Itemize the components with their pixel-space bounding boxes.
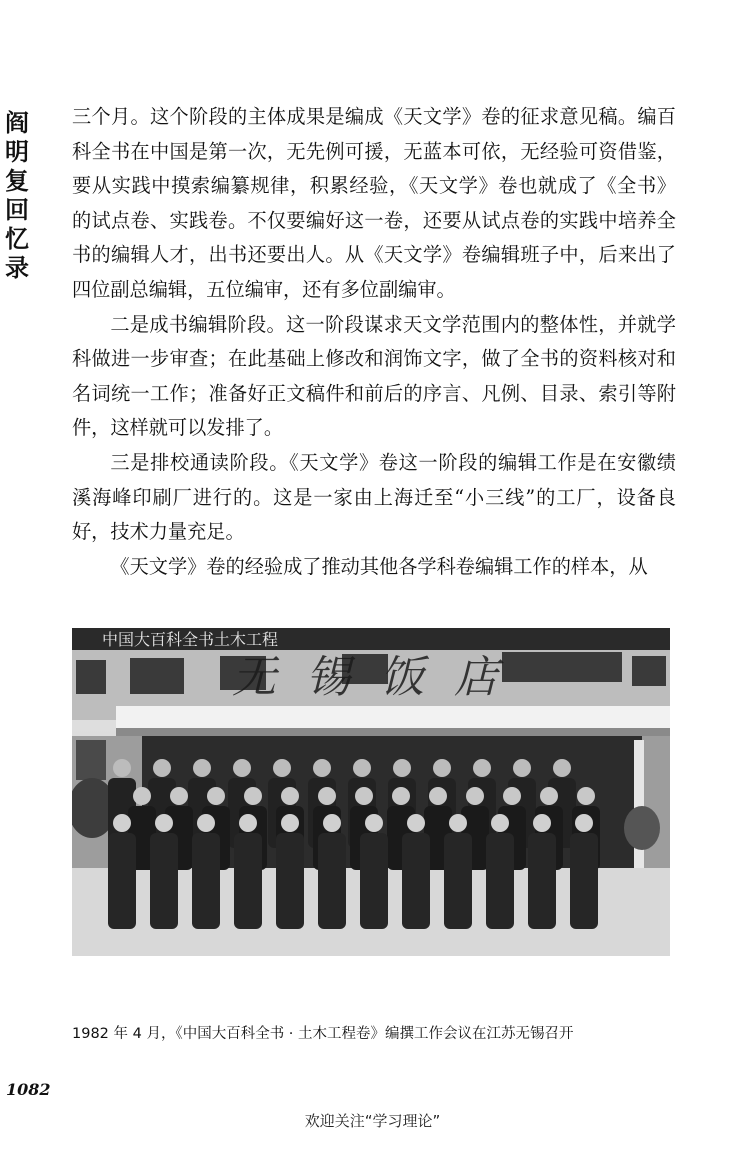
person-head [233,759,251,777]
person-body [318,833,346,929]
person-body [108,833,136,929]
person-head [239,814,257,832]
person-head [365,814,383,832]
paragraph: 《天文学》卷的经验成了推动其他各学科卷编辑工作的样本，从 [110,554,648,578]
person-head [392,787,410,805]
person-body [234,833,262,929]
person-head [353,759,371,777]
person-head [133,787,151,805]
person-body [360,833,388,929]
person-head [540,787,558,805]
footer-note: 欢迎关注“学习理论” [304,1112,441,1130]
person-head [155,814,173,832]
person-head [113,759,131,777]
photo-caption: 1982 年 4 月，《中国大百科全书 · 土木工程卷》编撰工作会议在江苏无锡召开 [72,1026,574,1042]
person-head [197,814,215,832]
person-head [473,759,491,777]
paragraph: 三个月。这个阶段的主体成果是编成《天文学》卷的征求意见稿。编百科全书在中国是第一次，无先例可援，无蓝本可依，无经验可资借鉴，要从实践中摸索编纂规律，积累经验，《天文学》卷也就成了《全书》的试点卷、实践卷。不仅要编好这一卷，还要从试点卷的实践中培养全书的编辑人才，出书还要出人。从《天文学》卷编辑班子中，后来出了四位副总编辑，五位编审，还有多位副编审。 [72,105,676,301]
person-head [281,787,299,805]
person-head [553,759,571,777]
person-head [153,759,171,777]
group-photo-illustration [72,628,670,956]
page-number: 1082 [6,1080,51,1099]
person-body [444,833,472,929]
person-head [281,814,299,832]
person-head [313,759,331,777]
paragraph: 二是成书编辑阶段。这一阶段谋求天文学范围内的整体性，并就学科做进一步审查；在此基础上修改和润饰文字，做了全书的资料核对和名词统一工作；准备好正文稿件和前后的序言、凡例、目录、索引等附件，这样就可以发排了。 [72,312,676,440]
person-head [466,787,484,805]
paragraph: 三是排校通读阶段。《天文学》卷这一阶段的编辑工作是在安徽绩溪海峰印刷厂进行的。这是一家由上海迁至“小三线”的工厂，设备良好，技术力量充足。 [72,450,676,544]
person-head [318,787,336,805]
person-head [113,814,131,832]
person-head [575,814,593,832]
person-head [433,759,451,777]
photo-building-sign: 无锡饭店 [232,652,528,703]
person-head [533,814,551,832]
person-head [393,759,411,777]
body-text [72,100,676,584]
person-head [429,787,447,805]
person-head [491,814,509,832]
book-side-title: 阎明复回忆录 [5,108,29,282]
person-head [513,759,531,777]
person-body [570,833,598,929]
person-head [503,787,521,805]
person-head [323,814,341,832]
person-head [170,787,188,805]
person-head [273,759,291,777]
person-head [193,759,211,777]
person-body [528,833,556,929]
person-body [276,833,304,929]
person-head [407,814,425,832]
person-head [207,787,225,805]
person-body [486,833,514,929]
photo-banner-text: 中国大百科全书土木工程 [102,630,279,649]
person-head [449,814,467,832]
person-head [244,787,262,805]
person-head [355,787,373,805]
person-body [150,833,178,929]
person-head [577,787,595,805]
group-photo [72,628,670,956]
person-body [192,833,220,929]
person-body [402,833,430,929]
